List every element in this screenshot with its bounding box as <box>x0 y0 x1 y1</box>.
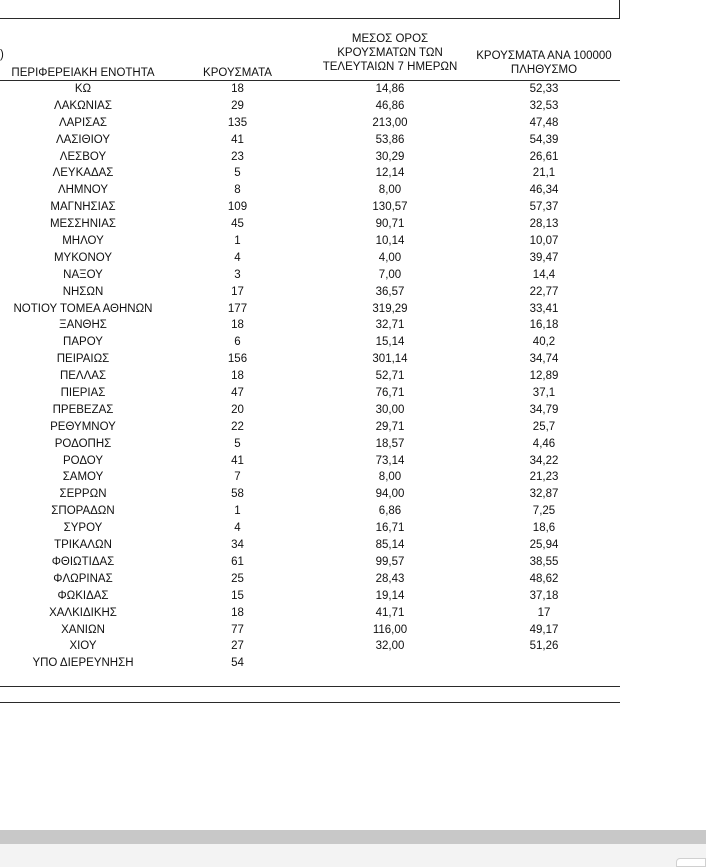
cell-region: ΣΠΟΡΑΔΩΝ <box>51 505 115 518</box>
cell-cases-per-100k: 52,33 <box>529 83 559 95</box>
cell-cases: 15 <box>231 589 244 602</box>
table-row <box>0 571 640 588</box>
cell-cases: 45 <box>231 218 244 231</box>
cell-7day-average: 46,86 <box>375 99 405 112</box>
cell-cases-per-100k: 26,61 <box>529 150 559 163</box>
cell-cases: 18 <box>231 83 244 95</box>
table-row <box>0 267 640 284</box>
table-row <box>0 554 640 571</box>
cell-cases: 41 <box>231 133 244 146</box>
cell-cases-per-100k: 57,37 <box>529 201 559 214</box>
cell-7day-average: 12,14 <box>375 167 405 180</box>
cell-region: ΧΑΛΚΙΔΙΚΗΣ <box>49 606 117 619</box>
table-row <box>0 638 640 655</box>
cell-cases: 20 <box>231 403 244 416</box>
cell-cases: 17 <box>231 285 244 298</box>
header-region: ΠΕΡΙΦΕΡΕΙΑΚΗ ΕΝΟΤΗΤΑ <box>11 67 155 79</box>
cell-cases-per-100k: 12,89 <box>529 370 559 383</box>
cell-region: ΦΘΙΩΤΙΔΑΣ <box>51 555 115 568</box>
table-row <box>0 284 640 301</box>
cell-cases: 5 <box>234 167 241 180</box>
cell-7day-average: 8,00 <box>378 184 402 197</box>
cell-region: ΛΕΣΒΟΥ <box>59 150 107 163</box>
cell-cases-per-100k: 14,4 <box>532 268 556 281</box>
cell-region: ΠΕΛΛΑΣ <box>59 370 107 383</box>
cell-region: ΡΟΔΟΠΗΣ <box>54 437 112 450</box>
cell-cases-per-100k: 28,13 <box>529 218 559 231</box>
cell-7day-average: 29,71 <box>375 420 405 433</box>
cell-region: ΜΑΓΝΗΣΙΑΣ <box>50 201 116 214</box>
cell-region: ΞΑΝΘΗΣ <box>59 319 107 332</box>
table-row <box>0 469 640 486</box>
cell-7day-average: 30,29 <box>375 150 405 163</box>
cell-region: ΝΗΣΩΝ <box>62 285 104 298</box>
table-row <box>0 216 640 233</box>
cell-region: ΡΕΘΥΜΝΟΥ <box>50 420 116 433</box>
table-row <box>0 81 640 98</box>
cell-cases: 54 <box>231 657 244 670</box>
cell-cases-per-100k: 33,41 <box>529 302 559 315</box>
cell-cases: 18 <box>231 370 244 383</box>
cell-region: ΦΩΚΙΔΑΣ <box>57 589 109 602</box>
table-row <box>0 605 640 622</box>
cell-cases-per-100k: 39,47 <box>529 251 559 264</box>
cell-cases-per-100k: 21,1 <box>532 167 556 180</box>
cell-region: ΛΑΚΩΝΙΑΣ <box>54 99 112 112</box>
cell-cases-per-100k: 18,6 <box>532 522 556 535</box>
cell-7day-average: 41,71 <box>375 606 405 619</box>
cell-7day-average: 130,57 <box>372 201 408 214</box>
table-row <box>0 98 640 115</box>
cell-cases-per-100k: 32,87 <box>529 488 559 501</box>
cell-region: ΧΙΟΥ <box>69 640 97 653</box>
table-row <box>0 351 640 368</box>
cell-region: ΜΕΣΣΗΝΙΑΣ <box>49 218 117 231</box>
cell-7day-average: 301,14 <box>372 353 408 366</box>
cell-cases: 156 <box>227 353 248 366</box>
table-row <box>0 588 640 605</box>
cell-region: ΛΕΥΚΑΔΑΣ <box>52 167 114 180</box>
cell-cases-per-100k: 25,7 <box>532 420 556 433</box>
cell-region: ΛΑΣΙΘΙΟΥ <box>55 133 111 146</box>
cell-7day-average: 73,14 <box>375 454 405 467</box>
cell-region: ΠΑΡΟΥ <box>63 336 103 349</box>
cell-7day-average: 4,00 <box>378 251 402 264</box>
cell-cases-per-100k: 54,39 <box>529 133 559 146</box>
cell-7day-average: 15,14 <box>375 336 405 349</box>
cell-region: ΧΑΝΙΩΝ <box>61 623 105 636</box>
cell-7day-average: 99,57 <box>375 555 405 568</box>
cell-cases: 3 <box>234 268 241 281</box>
cell-cases-per-100k: 7,25 <box>532 505 556 518</box>
cell-cases: 135 <box>227 116 248 129</box>
cell-7day-average: 90,71 <box>375 218 405 231</box>
cell-region: ΤΡΙΚΑΛΩΝ <box>54 539 112 552</box>
cell-region: ΣΕΡΡΩΝ <box>59 488 107 501</box>
table-corner-line <box>619 0 620 18</box>
cell-cases: 22 <box>231 420 244 433</box>
cell-cases-per-100k: 10,07 <box>529 235 559 248</box>
cell-region: ΛΑΡΙΣΑΣ <box>58 116 108 129</box>
cell-cases: 58 <box>231 488 244 501</box>
viewer-bottom-strip <box>0 844 706 867</box>
table-body <box>0 81 640 672</box>
cell-7day-average: 52,71 <box>375 370 405 383</box>
table-row <box>0 301 640 318</box>
cell-cases-per-100k: 22,77 <box>529 285 559 298</box>
header-cases-per-100k: ΚΡΟΥΣΜΑΤΑ ΑΝΑ 100000 ΠΛΗΘΥΣΜΟ <box>476 50 612 76</box>
cell-7day-average: 10,14 <box>375 235 405 248</box>
header-7day-average: ΜΕΣΟΣ ΟΡΟΣ ΚΡΟΥΣΜΑΤΩΝ ΤΩΝ ΤΕΛΕΥΤΑΙΩΝ 7 ΗΜΕΡΩΝ <box>322 33 458 73</box>
cell-cases: 1 <box>234 505 241 518</box>
cell-cases: 29 <box>231 99 244 112</box>
header-cut-fragment: ) <box>0 49 4 61</box>
cell-region: ΜΥΚΟΝΟΥ <box>53 251 113 264</box>
cell-cases-per-100k: 37,18 <box>529 589 559 602</box>
header-cases: ΚΡΟΥΣΜΑΤΑ <box>203 67 272 79</box>
cell-cases-per-100k: 16,18 <box>529 319 559 332</box>
cell-cases-per-100k: 34,79 <box>529 403 559 416</box>
cell-7day-average: 14,86 <box>375 83 405 95</box>
cell-cases-per-100k: 17 <box>537 606 551 619</box>
table-row <box>0 233 640 250</box>
table-row <box>0 368 640 385</box>
table-row <box>0 402 640 419</box>
cell-7day-average: 32,71 <box>375 319 405 332</box>
table-row <box>0 453 640 470</box>
table-row <box>0 537 640 554</box>
cell-region: ΚΩ <box>74 83 92 95</box>
table-row <box>0 115 640 132</box>
cell-cases-per-100k: 25,94 <box>529 539 559 552</box>
table-top-rule <box>0 18 620 19</box>
table-row <box>0 199 640 216</box>
table-row <box>0 250 640 267</box>
cell-region: ΥΠΟ ΔΙΕΡΕΥΝΗΣΗ <box>32 657 134 670</box>
table-row <box>0 655 640 672</box>
cell-cases: 4 <box>234 522 241 535</box>
table-bottom-rule <box>0 686 620 687</box>
cell-region: ΠΡΕΒΕΖΑΣ <box>52 403 114 416</box>
cell-cases: 1 <box>234 235 241 248</box>
cell-7day-average: 18,57 <box>375 437 405 450</box>
viewer-scroll-bar[interactable] <box>0 830 706 844</box>
cell-cases: 77 <box>231 623 244 636</box>
table-row <box>0 317 640 334</box>
cell-7day-average: 6,86 <box>378 505 402 518</box>
cell-region: ΛΗΜΝΟΥ <box>57 184 109 197</box>
cell-region: ΡΟΔΟΥ <box>62 454 104 467</box>
cell-cases: 7 <box>234 471 241 484</box>
cell-cases-per-100k: 40,2 <box>532 336 556 349</box>
cell-cases-per-100k: 4,46 <box>532 437 556 450</box>
table-row <box>0 622 640 639</box>
cell-cases-per-100k: 49,17 <box>529 623 559 636</box>
cell-cases: 6 <box>234 336 241 349</box>
cell-7day-average: 53,86 <box>375 133 405 146</box>
table-row <box>0 419 640 436</box>
cell-cases: 25 <box>231 572 244 585</box>
table-row <box>0 149 640 166</box>
cell-7day-average: 319,29 <box>372 302 408 315</box>
cell-cases-per-100k: 46,34 <box>529 184 559 197</box>
cell-cases: 18 <box>231 606 244 619</box>
table-row <box>0 182 640 199</box>
table-row <box>0 503 640 520</box>
cell-cases: 8 <box>234 184 241 197</box>
table-bottom-rule-2 <box>0 702 620 703</box>
cell-7day-average: 36,57 <box>375 285 405 298</box>
cell-cases: 27 <box>231 640 244 653</box>
cell-cases: 4 <box>234 251 241 264</box>
cell-cases: 23 <box>231 150 244 163</box>
table-row <box>0 385 640 402</box>
table-row <box>0 334 640 351</box>
cell-cases: 18 <box>231 319 244 332</box>
cell-7day-average: 7,00 <box>378 268 402 281</box>
cell-7day-average: 32,00 <box>375 640 405 653</box>
cell-cases: 5 <box>234 437 241 450</box>
table-row <box>0 436 640 453</box>
cell-region: ΜΗΛΟΥ <box>62 235 104 248</box>
table-row <box>0 132 640 149</box>
cell-region: ΦΛΩΡΙΝΑΣ <box>53 572 113 585</box>
cell-7day-average: 19,14 <box>375 589 405 602</box>
cell-7day-average: 30,00 <box>375 403 405 416</box>
cell-cases: 61 <box>231 555 244 568</box>
cell-cases-per-100k: 34,22 <box>529 454 559 467</box>
cell-cases-per-100k: 37,1 <box>532 387 556 400</box>
cell-7day-average: 213,00 <box>372 116 408 129</box>
cell-region: ΝΟΤΙΟΥ ΤΟΜΕΑ ΑΘΗΝΩΝ <box>13 302 153 315</box>
table-row <box>0 520 640 537</box>
cell-7day-average: 8,00 <box>378 471 402 484</box>
cell-cases: 177 <box>227 302 248 315</box>
cell-region: ΠΙΕΡΙΑΣ <box>60 387 106 400</box>
cell-cases-per-100k: 21,23 <box>529 471 559 484</box>
cell-7day-average: 116,00 <box>372 623 408 636</box>
cell-7day-average: 94,00 <box>375 488 405 501</box>
cell-cases-per-100k: 32,53 <box>529 99 559 112</box>
cell-cases-per-100k: 38,55 <box>529 555 559 568</box>
cell-cases: 41 <box>231 454 244 467</box>
viewer-corner-button[interactable] <box>676 858 706 867</box>
cell-region: ΣΑΜΟΥ <box>62 471 104 484</box>
cell-7day-average: 76,71 <box>375 387 405 400</box>
cell-region: ΣΥΡΟΥ <box>63 522 103 535</box>
cell-cases: 47 <box>231 387 244 400</box>
cell-cases-per-100k: 47,48 <box>529 116 559 129</box>
cell-cases: 109 <box>227 201 248 214</box>
cell-cases-per-100k: 48,62 <box>529 572 559 585</box>
cell-region: ΠΕΙΡΑΙΩΣ <box>56 353 110 366</box>
table-row <box>0 165 640 182</box>
cell-cases-per-100k: 51,26 <box>529 640 559 653</box>
cell-region: ΝΑΞΟΥ <box>63 268 103 281</box>
cell-7day-average: 16,71 <box>375 522 405 535</box>
cell-cases: 34 <box>231 539 244 552</box>
cell-7day-average: 85,14 <box>375 539 405 552</box>
cell-cases-per-100k: 34,74 <box>529 353 559 366</box>
table-row <box>0 486 640 503</box>
cell-7day-average: 28,43 <box>375 572 405 585</box>
